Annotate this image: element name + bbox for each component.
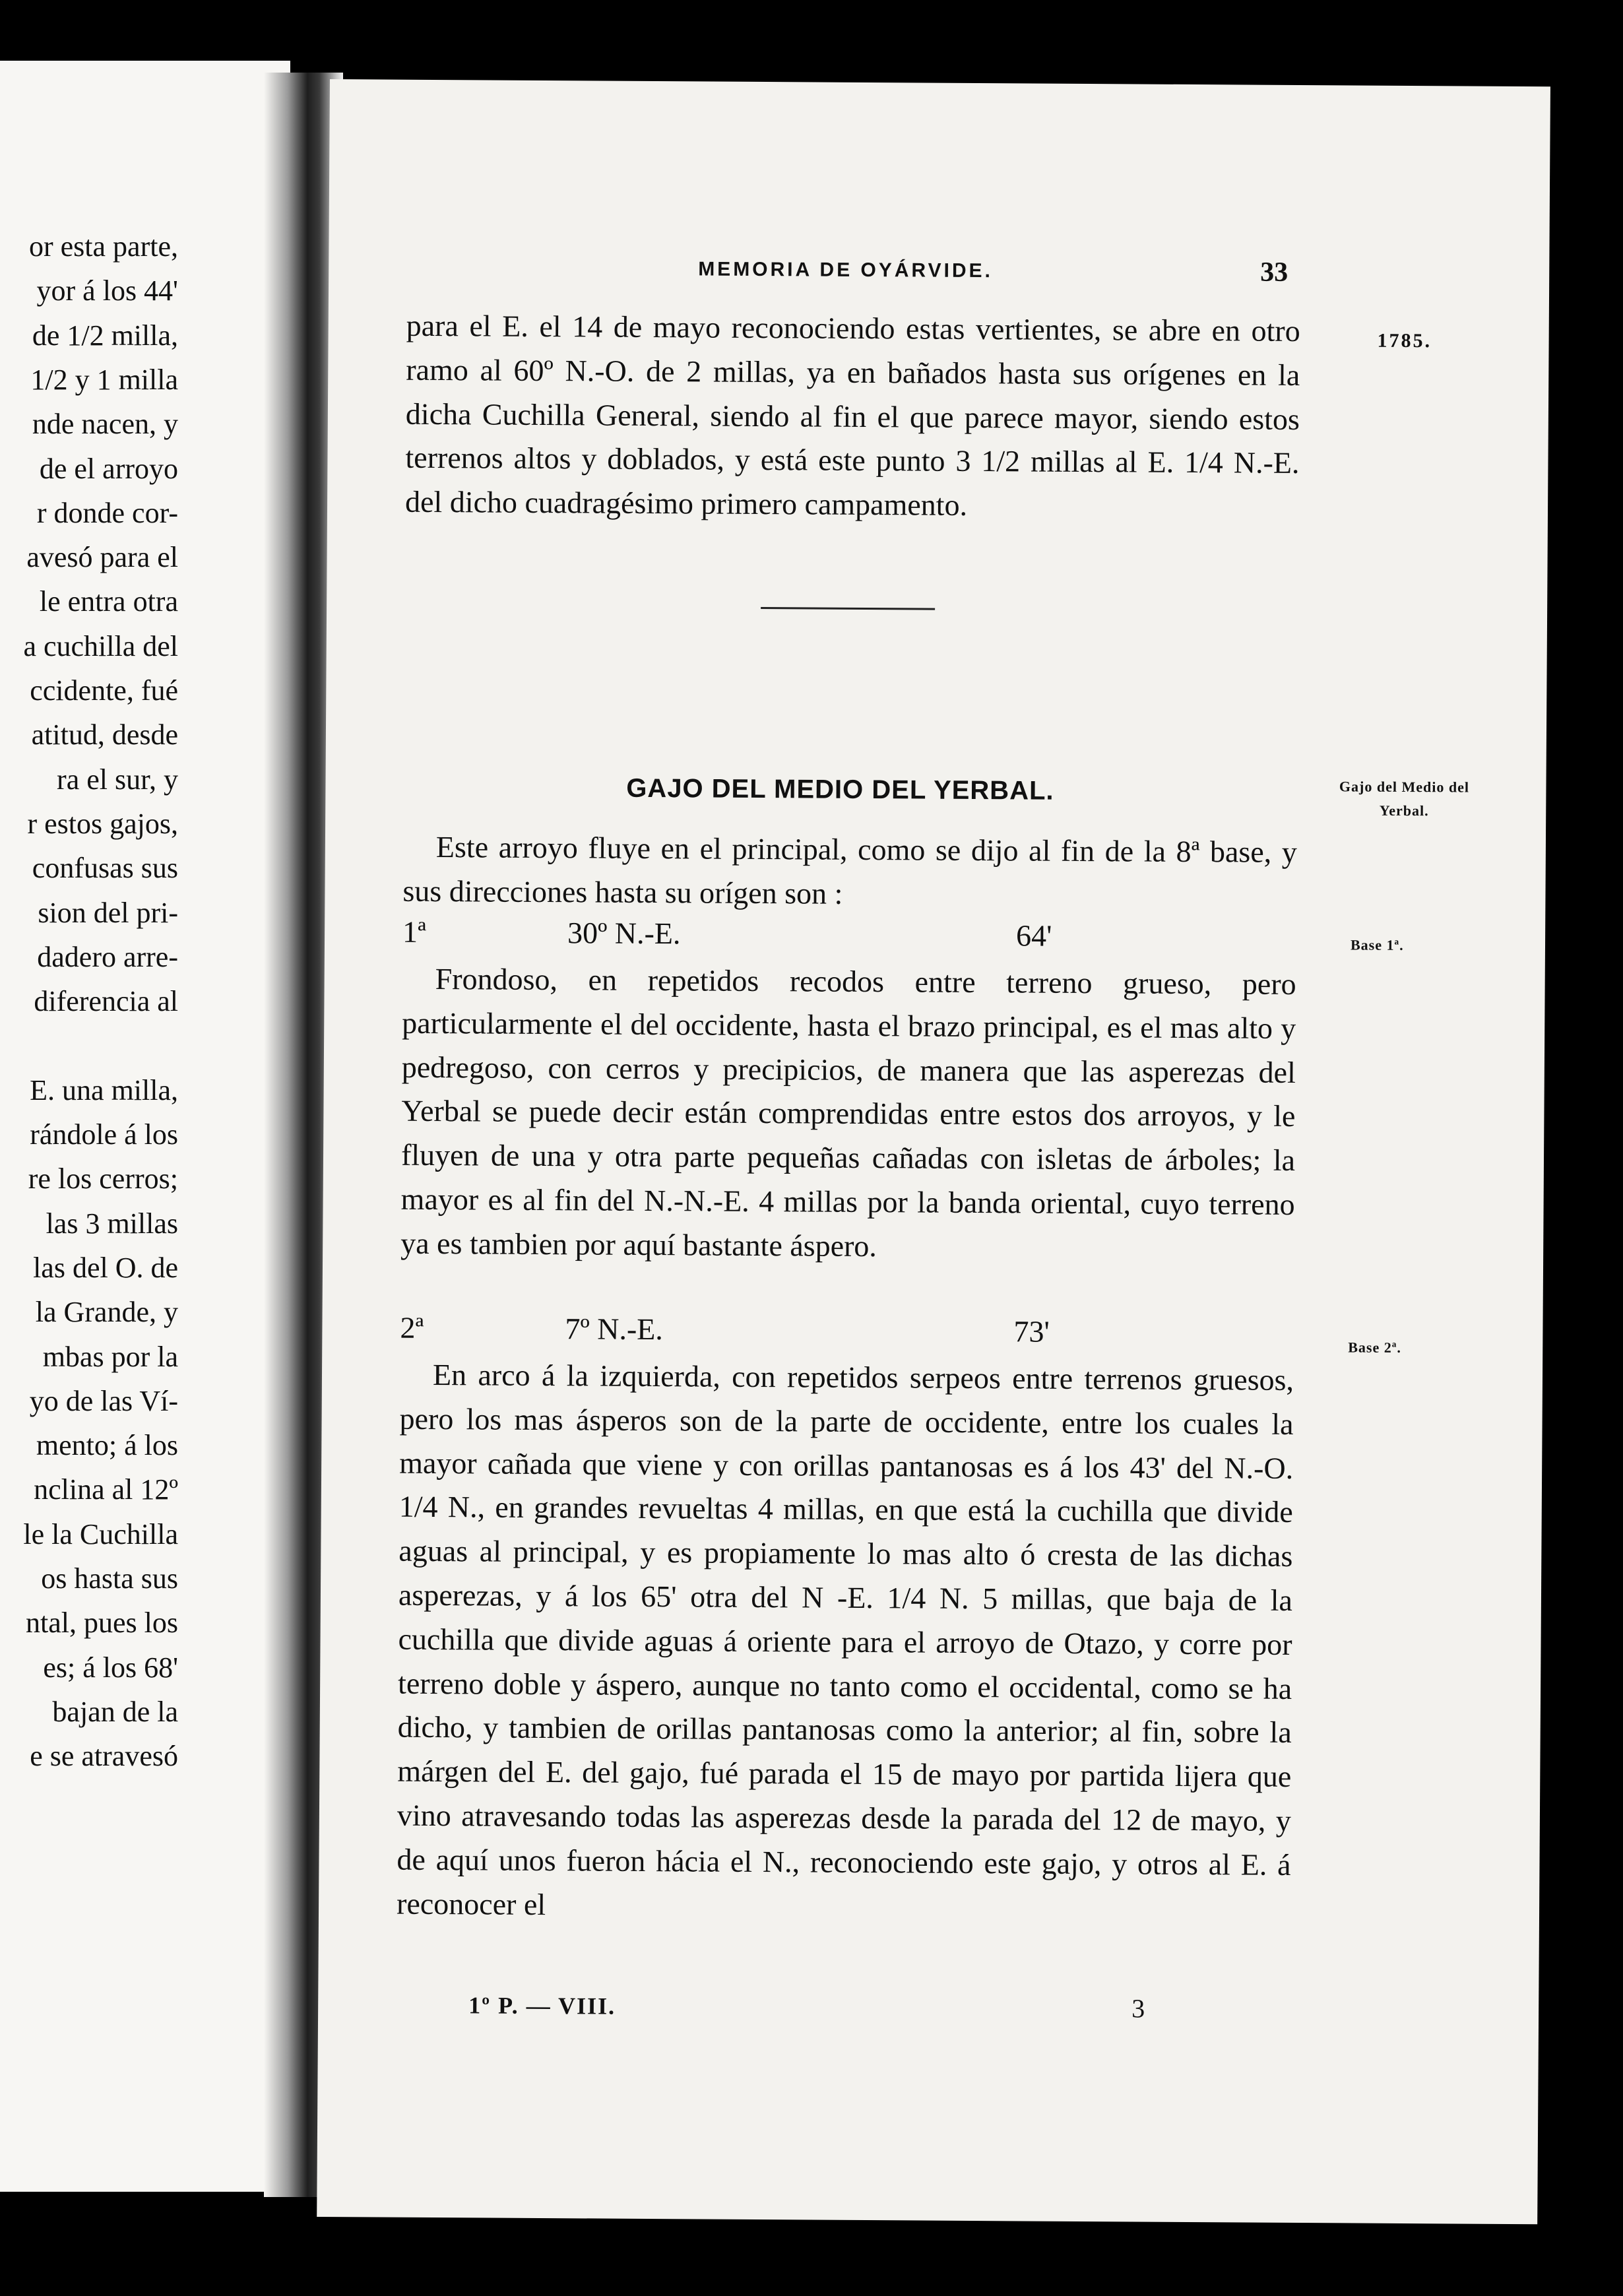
previous-page [0,61,290,2192]
base-2-direction: 7º N.-E. [565,1312,663,1347]
previous-page-line: sion del pri- [38,896,178,929]
page-number: 33 [1260,257,1289,288]
margin-note-base-1: Base 1ª. [1350,936,1404,953]
paragraph-3: Frondoso, en repetidos recodos entre terreno grueso, pero particularmente el del occidente, hasta el brazo principal, es el mas alto y pedregoso, con cerros y precipicios, de manera que las asperezas del Yerbal se puede decir están comprendidas entre estos dos arroyos, y le fluyen de una y otra parte pequeñas cañadas con isletas de árboles; la mayor es al fin del N.-N.-E. 4 millas por la banda oriental, cuyo terreno ya es tambien por aquí bastante áspero. [400,962,1296,1263]
section-divider [761,607,935,610]
current-page [317,79,1550,2224]
base-1-number: 1ª [402,914,426,949]
previous-page-line: ntal, pues los [26,1607,178,1640]
previous-page-line: 1/2 y 1 milla [30,363,178,396]
base-2-number: 2ª [400,1310,424,1345]
previous-page-line: or esta parte, [29,230,178,263]
previous-page-line: le la Cuchilla [23,1517,178,1550]
previous-page-line: confusas sus [32,852,178,885]
running-header: MEMORIA DE OYÁRVIDE. [698,258,994,282]
margin-note-gajo: Gajo del Medio del Yerbal. [1339,778,1470,819]
previous-page-line: nclina al 12º [34,1473,178,1506]
previous-page-line: las del O. de [33,1251,178,1284]
previous-page-line: diferencia al [34,985,178,1018]
previous-page-line: ccidente, fué [30,674,178,707]
paragraph-2-text: Este arroyo fluye en el principal, como se dijo al fin de la 8ª base, y sus direcciones hasta su orígen son : [402,830,1298,910]
previous-page-line: mbas por la [42,1340,178,1373]
previous-page-line: de el arroyo [39,452,178,485]
previous-page-line: E. una milla, [30,1073,178,1106]
section-title: GAJO DEL MEDIO DEL YERBAL. [626,773,1054,806]
previous-page-line: r estos gajos, [27,807,178,840]
previous-page-line: atitud, desde [31,718,178,751]
previous-page-line: e se atravesó [30,1740,178,1773]
previous-page-line: es; á los 68' [43,1651,178,1684]
previous-page-line: ra el sur, y [57,763,178,796]
paragraph-1: para el E. el 14 de mayo reconociendo estas vertientes, se abre en otro ramo al 60º N.-O. de 2 millas, ya en bañados hasta sus orígenes en la dicha Cuchilla General, siendo al fin el que parece mayor, siendo estos terrenos altos y doblados, y está este punto 3 1/2 millas al E. 1/4 N.-E. del dicho cuadragésimo primero campamento. [404,308,1300,523]
previous-page-line: bajan de la [52,1695,178,1728]
margin-note-base-2: Base 2ª. [1348,1339,1401,1356]
paragraph-4: En arco á la izquierda, con repetidos serpeos entre terrenos gruesos, pero los mas ásperos son de la parte de occidente, entre los cuales la mayor cañada que viene y con orillas pantanosas es á los 43' del N.-O. 1/4 N., en grandes revueltas 4 millas, en que está la cuchilla que divide aguas al principal, y es propiamente lo mas alto ó cresta de las dichas asperezas, y á los 65' otra del N -E. 1/4 N. 5 millas, que baja de la cuchilla que divide aguas á oriente para el arroyo de Otazo, y corre por terreno doble y áspero, aunque no tanto como el occidental, como se ha dicho, y tambien de orillas pantanosas como la anterior; al fin, sobre la márgen del E. del gajo, fué parada el 15 de mayo por partida lijera que vino atravesando todas las asperezas desde la parada del 12 de mayo, y de aquí unos fueron hácia el N., reconociendo este gajo, y otros al E. á reconocer el [396,1357,1294,1921]
previous-page-line: re los cerros; [28,1163,178,1196]
previous-page-line: avesó para el [26,541,178,574]
base-1-direction: 30º N.-E. [567,916,681,951]
previous-page-line: la Grande, y [35,1296,178,1329]
previous-page-line: r donde cor- [36,496,178,529]
signature-number: 3 [1131,1993,1145,2024]
paragraph-2 [402,825,1297,919]
margin-year: 1785. [1377,329,1432,352]
base-2-distance: 73' [1013,1314,1050,1349]
previous-page-line: os hasta sus [41,1562,178,1595]
previous-page-line: las 3 millas [46,1207,178,1240]
previous-page-line: yor á los 44' [36,274,178,307]
previous-page-line: a cuchilla del [23,629,178,662]
previous-page-line: rándole á los [30,1118,178,1151]
previous-page-line: dadero arre- [37,940,178,973]
previous-page-line: nde nacen, y [32,408,178,441]
base-1-distance: 64' [1015,918,1052,953]
previous-page-line: yo de las Ví- [29,1384,178,1417]
previous-page-line: mento; á los [36,1429,178,1462]
previous-page-line: le entra otra [39,585,178,618]
previous-page-line: de 1/2 milla, [32,319,178,352]
signature-mark: 1º P. — VIII. [468,1992,616,2020]
